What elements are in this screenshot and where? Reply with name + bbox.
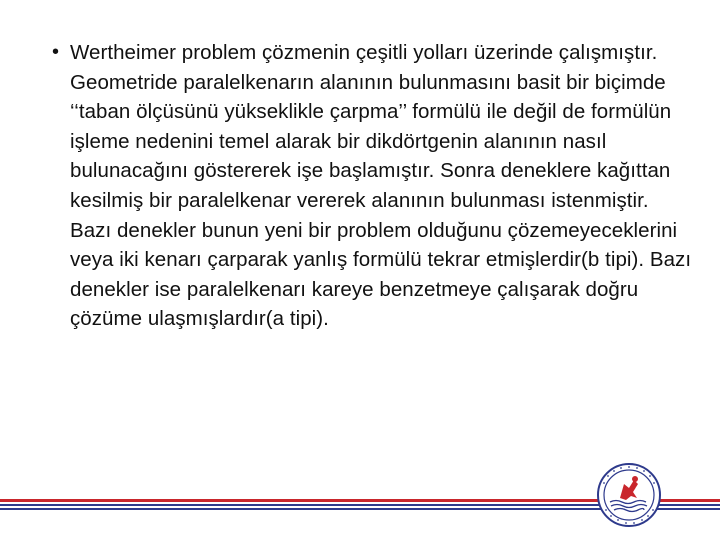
university-seal-icon	[596, 462, 662, 528]
bullet-icon: •	[52, 41, 60, 63]
bullet-list	[52, 38, 692, 334]
bullet-text: Wertheimer problem çözmenin çeşitli yolları üzerinde çalışmıştır. Geometride paralelkenarın alanının bulunmasını basit bir biçimde ‘‘taban ölçüsünü yükseklikle çarpma’’ formülü ile değil de formülün işleme nedenini temel alarak bir dikdörtgenin alanının nasıl bulunacağını göstererek işe başlamıştır. Sonra deneklere kağıttan kesilmiş bir paralelkenar vererek alanının bulunması istenmiştir. Bazı denekler bunun yeni bir problem olduğunu çözemeyeceklerini veya iki kenarı çarparak yanlış formülü tekrar etmişlerdir(b tipi). Bazı denekler ise paralelkenarı kareye benzetmeye çalışarak doğru çözüme ulaşmışlardır(a tipi).	[70, 41, 692, 331]
bullet-item	[52, 38, 692, 334]
